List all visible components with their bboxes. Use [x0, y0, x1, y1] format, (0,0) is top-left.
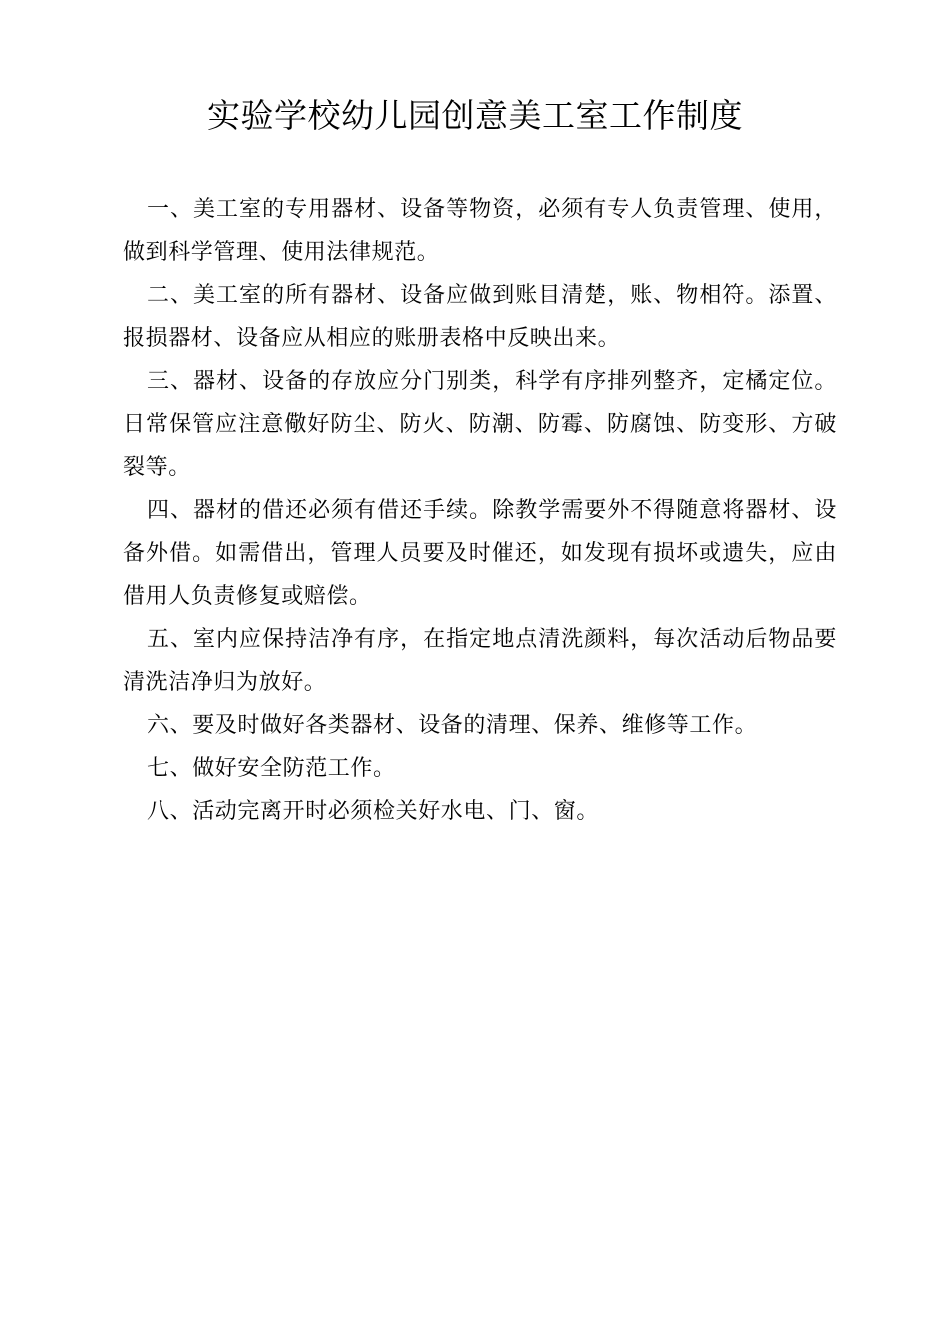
rule-paragraph-3: 三、器材、设备的存放应分门别类，科学有序排列整齐，定橘定位。日常保管应注意儆好防尘、防火、防潮、防霉、防腐蚀、防变形、方破裂等。 [123, 369, 837, 480]
document-title: 实验学校幼儿园创意美工室工作制度 [207, 96, 743, 135]
rule-paragraph-7: 七、做好安全防范工作。 [147, 756, 396, 781]
rule-paragraph-2: 二、美工室的所有器材、设备应做到账目清楚，账、物相符。添置、报损器材、设备应从相应的账册表格中反映出来。 [123, 283, 837, 351]
rule-paragraph-6: 六、要及时做好各类器材、设备的清理、保养、维修等工作。 [147, 713, 758, 738]
rule-paragraph-8: 八、活动完离开时必须检关好水电、门、窗。 [147, 799, 600, 824]
document-body [123, 188, 837, 833]
rule-paragraph-4: 四、器材的借还必须有借还手续。除教学需要外不得随意将器材、设备外借。如需借出，管理人员要及时催还，如发现有损坏或遗失，应由借用人负责修复或赔偿。 [123, 498, 837, 609]
rule-paragraph-5: 五、室内应保持洁净有序，在指定地点清洗颜料，每次活动后物品要清洗洁净归为放好。 [123, 627, 837, 695]
rule-paragraph-1: 一、美工室的专用器材、设备等物资，必须有专人负责管理、使用，做到科学管理、使用法律规范。 [123, 197, 837, 265]
